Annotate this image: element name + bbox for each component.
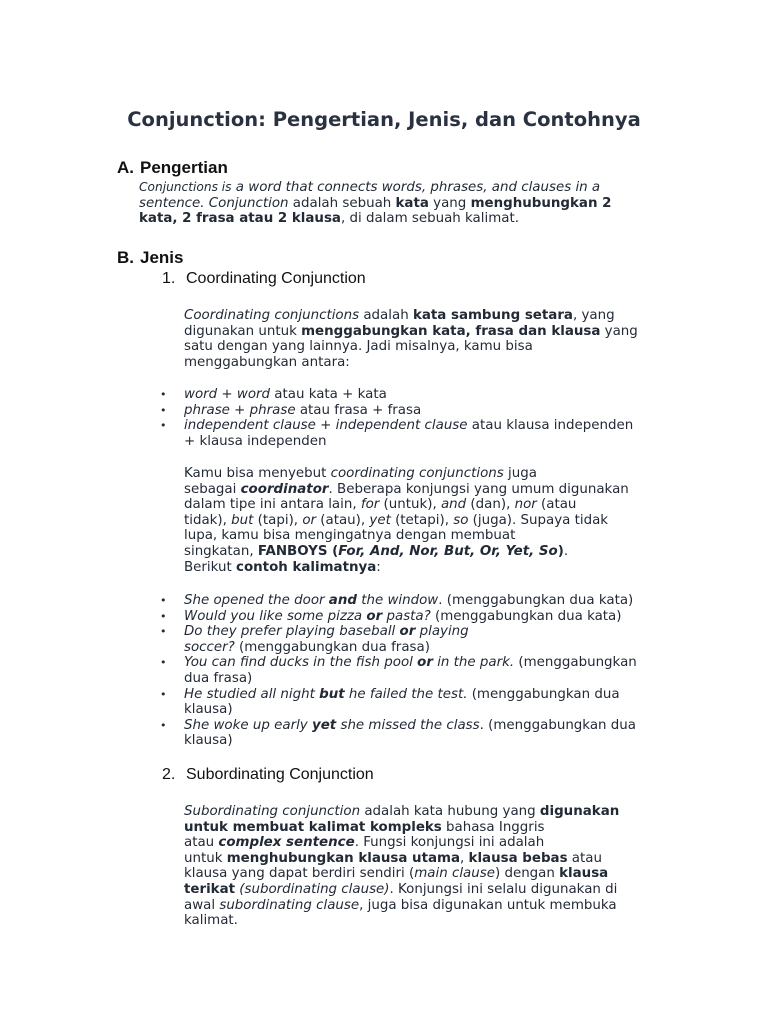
text-line: klausa) [184, 702, 233, 718]
combination-list [0, 387, 633, 449]
bullet-icon: • [160, 419, 167, 433]
text-line: tidak), but (tapi), or (atau), yet (tetapi), so (juga). Supaya tidak [184, 512, 609, 528]
text-line: kata, 2 frasa atau 2 klausa, di dalam sebuah kalimat. [139, 211, 519, 227]
text-line: + klausa independen [184, 433, 327, 449]
bullet-icon: • [160, 625, 167, 639]
list-item [0, 718, 637, 749]
text-line: untuk menghubungkan klausa utama, klausa bebas atau [184, 850, 602, 866]
bullet-icon: • [160, 403, 167, 417]
list-item [0, 655, 637, 686]
list-item [0, 403, 633, 419]
text-line: Kamu bisa menyebut coordinating conjunctions juga [184, 466, 537, 481]
subordinating-paragraph [184, 804, 619, 929]
text-line: independent clause + independent clause atau klausa independen [184, 418, 634, 434]
text-line: menggabungkan antara: [184, 354, 350, 370]
text-line: word + word atau kata + kata [184, 387, 387, 402]
bullet-icon: • [160, 656, 167, 670]
text-line: Conjunctions is a word that connects words, phrases, and clauses in a [139, 180, 601, 195]
text-line: sentence. Conjunction adalah sebuah kata yang menghubungkan 2 [139, 195, 612, 211]
section-a-heading: A. Pengertian [117, 158, 228, 177]
text-line: He studied all night but he failed the test. (menggabungkan dua [184, 686, 620, 702]
bullet-icon: • [160, 594, 167, 607]
text-line: sebagai coordinator. Beberapa konjungsi yang umum digunakan [184, 481, 629, 497]
example-list [0, 593, 637, 749]
text-line: dua frasa) [184, 670, 253, 686]
text-line: soccer? (menggabungkan dua frasa) [184, 639, 430, 655]
list-item [0, 687, 637, 718]
item-2-heading: 2. Subordinating Conjunction [162, 766, 374, 783]
section-b-heading: B. Jenis [117, 248, 184, 267]
text-line: Coordinating conjunctions adalah kata sambung setara, yang [184, 308, 615, 323]
text-line: untuk membuat kalimat kompleks bahasa Inggris [184, 819, 545, 835]
list-item [0, 609, 637, 625]
bullet-icon: • [160, 388, 167, 401]
section-a-paragraph [139, 180, 611, 227]
text-line: phrase + phrase atau frasa + frasa [184, 402, 422, 418]
bullet-icon: • [160, 609, 167, 623]
text-line: kalimat. [184, 913, 238, 929]
text-line: terikat (subordinating clause). Konjungsi ini selalu digunakan di [184, 881, 618, 897]
text-line: Subordinating conjunction adalah kata hubung yang digunakan [184, 804, 620, 819]
text-line: satu dengan yang lainnya. Jadi misalnya, kamu bisa [184, 339, 533, 355]
bullet-icon: • [160, 718, 167, 732]
text-line: atau complex sentence. Fungsi konjungsi ini adalah [184, 835, 545, 851]
coordinating-explanation [184, 466, 629, 575]
text-line: singkatan, FANBOYS (For, And, Nor, But, Or, Yet, So). [184, 543, 569, 559]
text-line: You can find ducks in the fish pool or in the park. (menggabungkan [184, 655, 637, 671]
text-line: lupa, kamu bisa mengingatnya dengan membuat [184, 528, 516, 544]
text-line: klausa yang dapat berdiri sendiri (main clause) dengan klausa [184, 866, 609, 882]
coordinating-intro [184, 308, 638, 370]
text-line: Berikut contoh kalimatnya: [184, 559, 381, 575]
text-line: She woke up early yet she missed the class. (menggabungkan dua [184, 717, 636, 733]
list-item [0, 624, 637, 655]
list-item [0, 418, 633, 449]
text-line: dalam tipe ini antara lain, for (untuk), and (dan), nor (atau [184, 497, 577, 513]
text-line: awal subordinating clause, juga bisa digunakan untuk membuka [184, 897, 617, 913]
text-line: klausa) [184, 733, 233, 749]
page-title: Conjunction: Pengertian, Jenis, dan Contohnya [127, 108, 641, 131]
text-line: Do they prefer playing baseball or playing [184, 624, 469, 640]
text-line: She opened the door and the window. (menggabungkan dua kata) [184, 593, 634, 608]
list-item [0, 593, 637, 609]
item-1-heading: 1. Coordinating Conjunction [162, 270, 366, 287]
text-line: Would you like some pizza or pasta? (menggabungkan dua kata) [184, 608, 622, 624]
bullet-icon: • [160, 687, 167, 701]
list-item [0, 387, 633, 403]
text-line: digunakan untuk menggabungkan kata, frasa dan klausa yang [184, 323, 638, 339]
